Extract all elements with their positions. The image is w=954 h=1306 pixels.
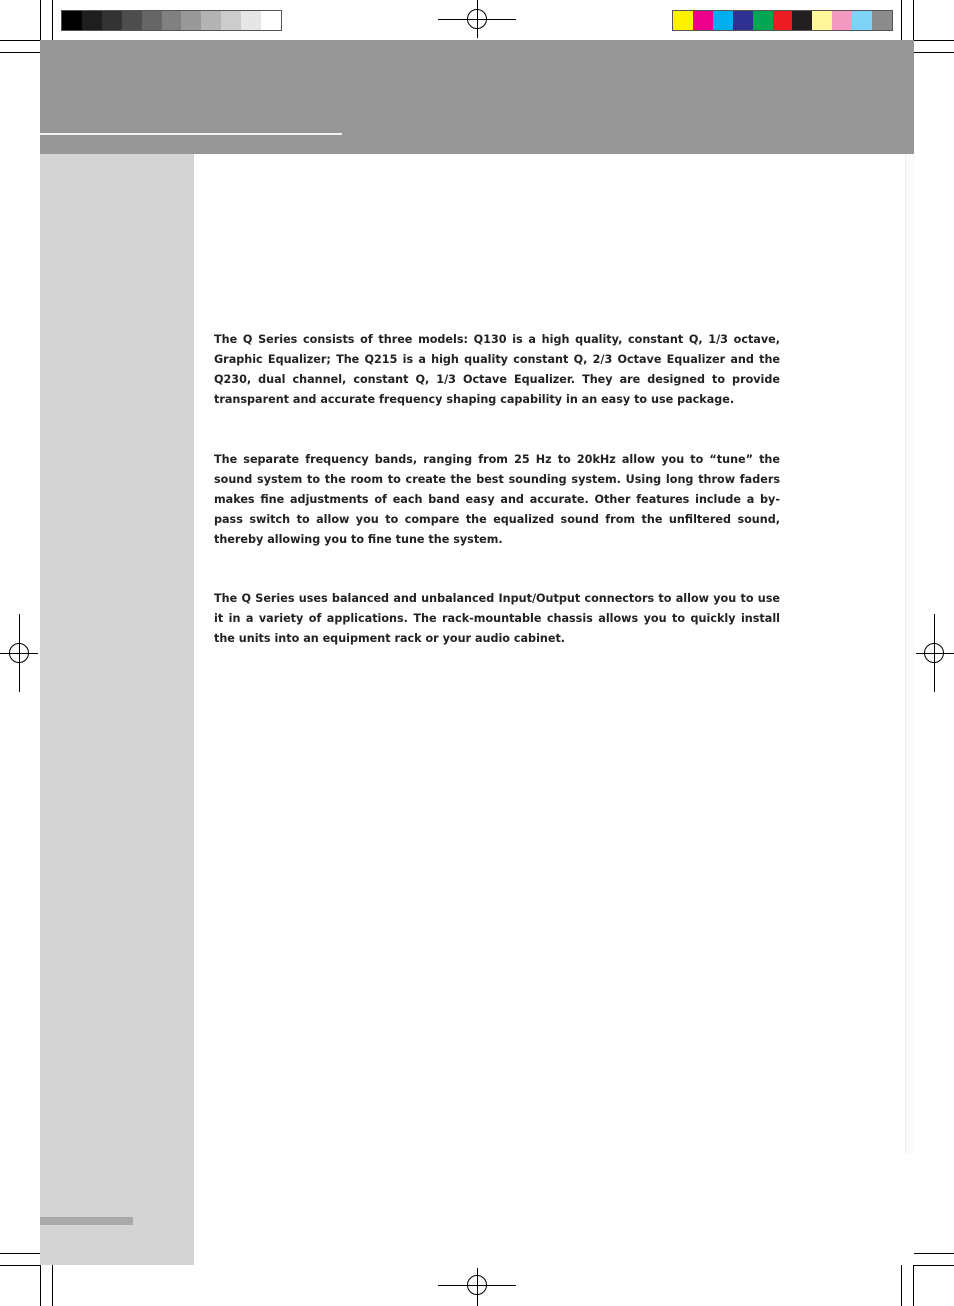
crop-mark [914,52,954,53]
gray-swatch [62,11,82,30]
color-swatch [852,11,872,30]
color-swatch [792,11,812,30]
frequency-bands-paragraph: The separate frequency bands, ranging from 25 Hz to 20kHz allow you to “tune” the sound system to the room to create the best sounding system. Using long throw faders makes fine adjustments of each band easy and accurate. Other features include a by-pass switch to allow you to compare the equalized sound from the unfiltered sound, thereby allowing you to fine tune the system. [214,453,780,546]
crop-mark [52,1265,53,1306]
color-swatch [693,11,713,30]
gray-swatch [201,11,221,30]
side-panel [40,154,194,1265]
crop-mark [40,0,41,40]
crop-mark [0,1265,40,1266]
gray-swatch [221,11,241,30]
color-calibration-bar [672,10,893,31]
crop-mark [914,40,954,41]
color-swatch [673,11,693,30]
gray-swatch [162,11,182,30]
crop-mark [52,0,53,40]
color-swatch [832,11,852,30]
grayscale-calibration-bar [61,10,282,31]
header-band [40,40,914,154]
crop-mark [0,1253,40,1254]
color-swatch [872,11,892,30]
crop-mark [0,52,40,53]
gray-swatch [261,11,281,30]
color-swatch [753,11,773,30]
intro-paragraph: The Q Series consists of three models: Q130 is a high quality, constant Q, 1/3 octave, Graphic Equalizer; The Q215 is a high quality constant Q, 2/3 Octave Equalizer and the Q230, dual channel, constant Q, 1/3 Octave Equalizer. They are designed to provide transparent and accurate frequency shaping capability in an easy to use package. [214,333,780,406]
footer-bar [40,1217,133,1225]
connectors-paragraph: The Q Series uses balanced and unbalanced Input/Output connectors to allow you to use it in a variety of applications. The rack-mountable chassis allows you to quickly install the units into an equipment rack or your audio cabinet. [214,592,780,645]
gray-swatch [241,11,261,30]
registration-target-icon [467,1275,487,1295]
page-edge [905,154,915,1154]
gray-swatch [82,11,102,30]
color-swatch [713,11,733,30]
crop-mark [0,40,40,41]
crop-mark [913,1265,914,1306]
gray-swatch [102,11,122,30]
gray-swatch [181,11,201,30]
crop-mark [913,0,914,40]
gray-swatch [142,11,162,30]
registration-target-icon [467,9,487,29]
header-rule [40,133,342,135]
color-swatch [773,11,793,30]
color-swatch [733,11,753,30]
crop-mark [901,0,902,40]
color-swatch [812,11,832,30]
crop-mark [901,1265,902,1306]
registration-target-icon [924,643,944,663]
registration-target-icon [9,643,29,663]
crop-mark [40,1265,41,1306]
crop-mark [914,1265,954,1266]
crop-mark [914,1253,954,1254]
gray-swatch [122,11,142,30]
